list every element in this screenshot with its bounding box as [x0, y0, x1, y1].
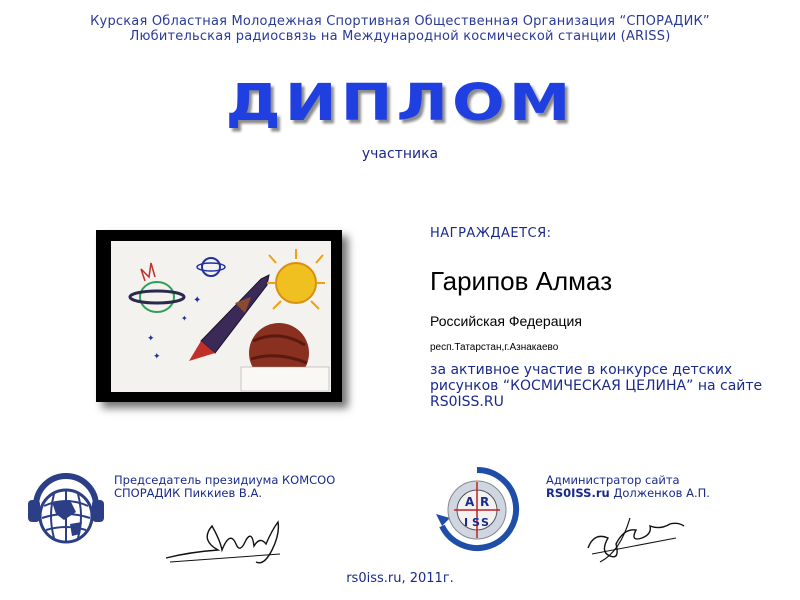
svg-text:✦: ✦	[147, 334, 155, 344]
ariss-letter-s2: S	[481, 516, 489, 529]
child-drawing-image	[111, 241, 331, 392]
admin-caption	[546, 474, 786, 500]
chairman-caption	[114, 474, 394, 500]
ariss-letter-i: I	[464, 516, 469, 529]
chairman-title: Председатель президиума КОМСОО	[114, 473, 336, 487]
admin-title: Администратор сайта	[546, 473, 680, 487]
sporadik-logo	[26, 462, 106, 550]
footer-site-year: rs0iss.ru, 2011г.	[346, 571, 454, 586]
ariss-logo	[434, 466, 520, 552]
diploma-title: ДИПЛОМ	[225, 72, 575, 133]
recipient-name: Гарипов Алмаз	[430, 266, 613, 296]
admin-signature	[580, 508, 690, 568]
organization-subtitle: Любительская радиосвязь на Международной космической станции (ARISS)	[129, 29, 671, 44]
organization-name: Курская Областная Молодежная Спортивная Общественная Организация “СПОРАДИК”	[90, 14, 710, 29]
chairman-name: СПОРАДИК Пиккиев В.А.	[114, 486, 263, 500]
admin-name-line	[546, 487, 786, 500]
ariss-letter-a: A	[465, 495, 475, 509]
svg-text:✦: ✦	[153, 352, 161, 362]
recipient-country: Российская Федерация	[430, 313, 582, 329]
svg-text:✦: ✦	[181, 314, 188, 323]
ariss-letter-s1: S	[472, 516, 480, 529]
svg-text:✦: ✦	[193, 295, 202, 306]
chairman-signature	[160, 500, 300, 570]
ariss-letter-r: R	[480, 495, 490, 509]
recipient-city: респ.Татарстан,г.Азнакаево	[430, 342, 559, 353]
admin-site: RS0ISS.ru	[546, 486, 610, 500]
awarded-label: НАГРАЖДАЕТСЯ:	[430, 226, 552, 241]
admin-name: Долженков А.П.	[609, 486, 710, 500]
diploma-subtitle: участника	[361, 146, 439, 162]
award-reason: за активное участие в конкурсе детских рисунков “КОСМИЧЕСКАЯ ЦЕЛИНА” на сайте RS0ISS.RU	[430, 362, 763, 410]
